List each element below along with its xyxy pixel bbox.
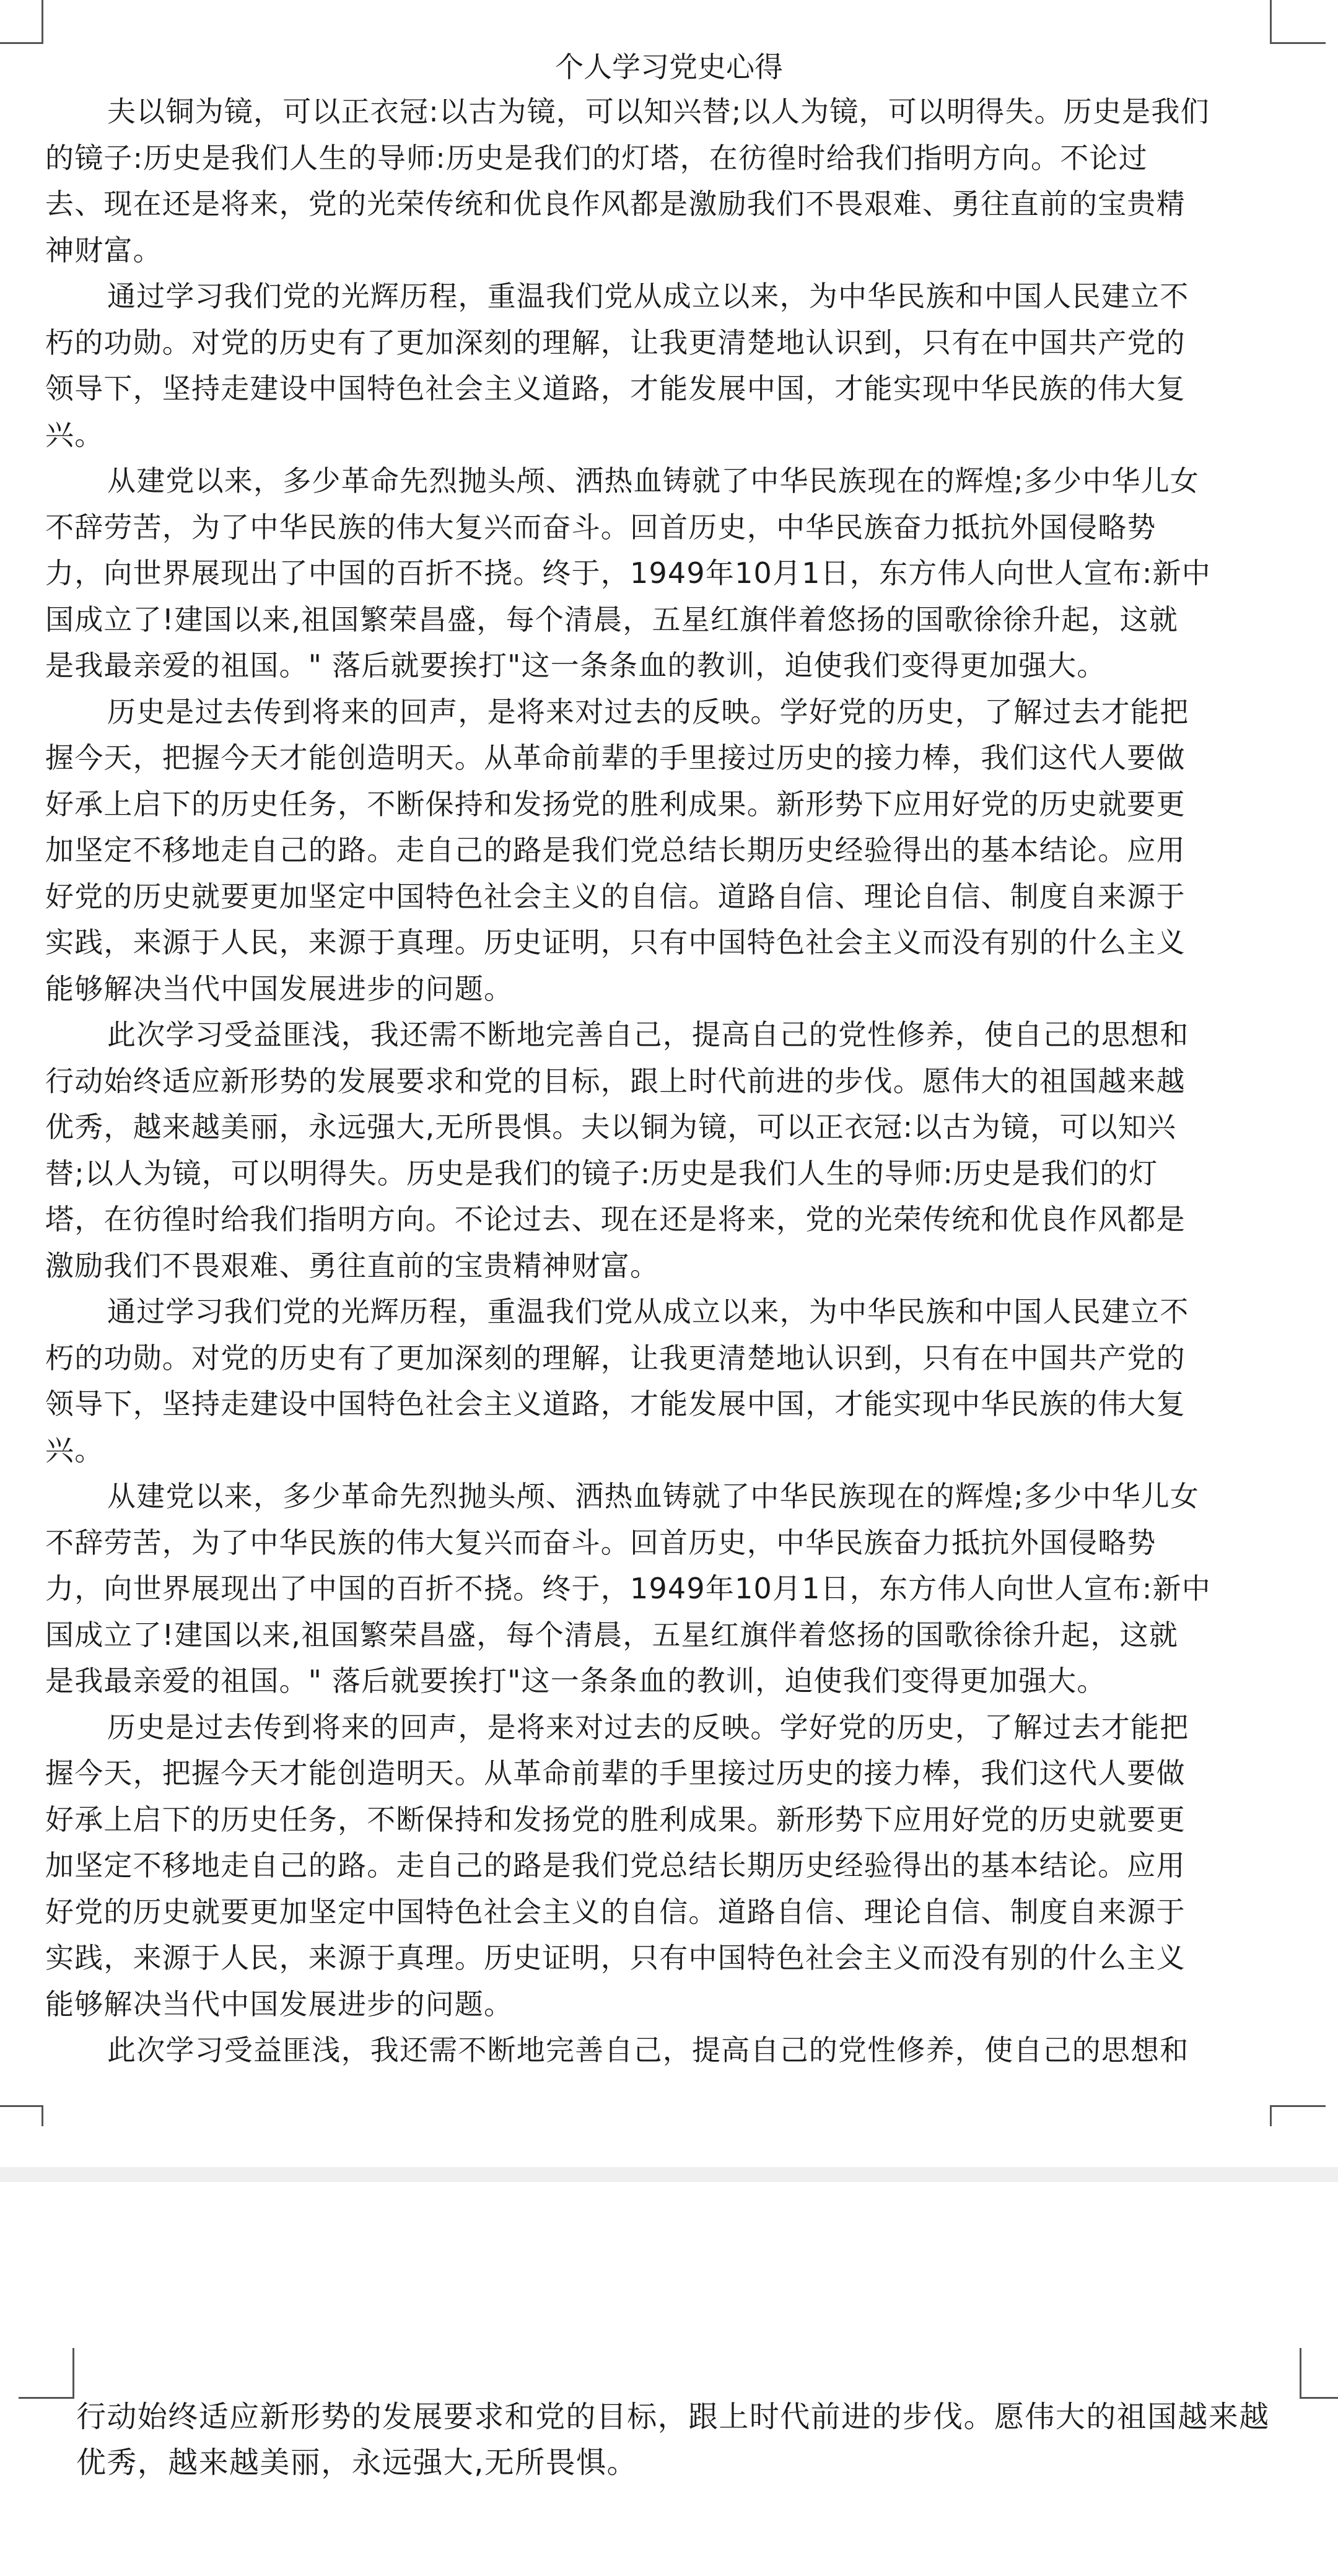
text-line: 历史是过去传到将来的回声，是将来对过去的反映。学好党的历史，了解过去才能把 — [107, 694, 1189, 729]
corner-mark-top-right-horizontal — [1270, 42, 1326, 44]
text-line: 兴。 — [45, 418, 104, 452]
text-line: 国成立了!建国以来,祖国繁荣昌盛，每个清晨，五星红旗伴着悠扬的国歌徐徐升起，这就 — [45, 602, 1179, 636]
corner-mark-bottom-right-vertical — [1270, 2105, 1272, 2126]
text-line: 好党的历史就要更加坚定中国特色社会主义的自信。道路自信、理论自信、制度自来源于 — [45, 1895, 1186, 1929]
text-line: 握今天，把握今天才能创造明天。从革命前辈的手里接过历史的接力棒，我们这代人要做 — [45, 1756, 1186, 1790]
text-line: 好党的历史就要更加坚定中国特色社会主义的自信。道路自信、理论自信、制度自来源于 — [45, 879, 1186, 913]
corner-mark-bottom-left-horizontal — [0, 2105, 43, 2107]
text-line: 是我最亲爱的祖国。" 落后就要挨打"这一条条血的教训，迫使我们变得更加强大。 — [45, 1664, 1106, 1698]
text-line: 不辞劳苦，为了中华民族的伟大复兴而奋斗。回首历史，中华民族奋力抵抗外国侵略势 — [45, 1525, 1157, 1559]
document-title: 个人学习党史心得 — [555, 50, 783, 84]
text-line: 国成立了!建国以来,祖国繁荣昌盛，每个清晨，五星红旗伴着悠扬的国歌徐徐升起，这就 — [45, 1618, 1179, 1652]
text-line: 朽的功勋。对党的历史有了更加深刻的理解，让我更清楚地认识到，只有在中国共产党的 — [45, 1341, 1186, 1375]
text-line: 优秀，越来越美丽，永远强大,无所畏惧。 — [76, 2445, 637, 2480]
text-line: 行动始终适应新形势的发展要求和党的目标，跟上时代前进的步伐。愿伟大的祖国越来越 — [76, 2399, 1270, 2434]
text-line: 激励我们不畏艰难、勇往直前的宝贵精神财富。 — [45, 1248, 660, 1282]
text-line: 能够解决当代中国发展进步的问题。 — [45, 1987, 514, 2021]
corner-mark-top-right-vertical — [1270, 0, 1272, 44]
text-line: 力，向世界展现出了中国的百折不挠。终于，1949年10月1日，东方伟人向世人宣布:新中 — [45, 556, 1211, 590]
corner-mark-top-left-vertical — [42, 0, 43, 44]
text-line: 实践，来源于人民，来源于真理。历史证明，只有中国特色社会主义而没有别的什么主义 — [45, 926, 1186, 959]
page-separator — [0, 2167, 1338, 2182]
text-line: 力，向世界展现出了中国的百折不挠。终于，1949年10月1日，东方伟人向世人宣布:新中 — [45, 1572, 1211, 1605]
text-line: 优秀，越来越美丽，永远强大,无所畏惧。夫以铜为镜，可以正衣冠:以古为镜，可以知兴 — [45, 1110, 1177, 1144]
corner-mark-top-left-vertical — [72, 2348, 74, 2399]
text-line: 行动始终适应新形势的发展要求和党的目标，跟上时代前进的步伐。愿伟大的祖国越来越 — [45, 1064, 1186, 1098]
text-line: 塔，在彷徨时给我们指明方向。不论过去、现在还是将来，党的光荣传统和优良作风都是 — [45, 1203, 1186, 1236]
corner-mark-top-right-vertical — [1300, 2348, 1301, 2399]
text-line: 替;以人为镜，可以明得失。历史是我们的镜子:历史是我们人生的导师:历史是我们的灯 — [45, 1156, 1158, 1190]
text-line: 朽的功勋。对党的历史有了更加深刻的理解，让我更清楚地认识到，只有在中国共产党的 — [45, 325, 1186, 359]
text-line: 此次学习受益匪浅，我还需不断地完善自己，提高自己的党性修养，使自己的思想和 — [107, 1018, 1189, 1051]
text-line: 是我最亲爱的祖国。" 落后就要挨打"这一条条血的教训，迫使我们变得更加强大。 — [45, 649, 1106, 682]
text-line: 此次学习受益匪浅，我还需不断地完善自己，提高自己的党性修养，使自己的思想和 — [107, 2033, 1189, 2067]
text-line: 夫以铜为镜，可以正衣冠:以古为镜，可以知兴替;以人为镜，可以明得失。历史是我们 — [107, 95, 1210, 128]
corner-mark-top-right-horizontal — [1300, 2397, 1338, 2399]
document-page-2 — [0, 2182, 1338, 2576]
text-line: 好承上启下的历史任务，不断保持和发扬党的胜利成果。新形势下应用好党的历史就要更 — [45, 1802, 1186, 1836]
text-line: 领导下，坚持走建设中国特色社会主义道路，才能发展中国，才能实现中华民族的伟大复 — [45, 372, 1186, 405]
text-line: 的镜子:历史是我们人生的导师:历史是我们的灯塔，在彷徨时给我们指明方向。不论过 — [45, 141, 1148, 175]
text-line: 从建党以来，多少革命先烈抛头颅、洒热血铸就了中华民族现在的辉煌;多少中华儿女 — [107, 1479, 1200, 1513]
text-line: 实践，来源于人民，来源于真理。历史证明，只有中国特色社会主义而没有别的什么主义 — [45, 1941, 1186, 1974]
text-line: 从建党以来，多少革命先烈抛头颅、洒热血铸就了中华民族现在的辉煌;多少中华儿女 — [107, 464, 1200, 497]
text-line: 加坚定不移地走自己的路。走自己的路是我们党总结长期历史经验得出的基本结论。应用 — [45, 1849, 1186, 1882]
text-line: 兴。 — [45, 1433, 104, 1467]
corner-mark-top-left-horizontal — [19, 2397, 74, 2399]
text-line: 不辞劳苦，为了中华民族的伟大复兴而奋斗。回首历史，中华民族奋力抵抗外国侵略势 — [45, 510, 1157, 544]
text-line: 领导下，坚持走建设中国特色社会主义道路，才能发展中国，才能实现中华民族的伟大复 — [45, 1387, 1186, 1421]
corner-mark-bottom-right-horizontal — [1270, 2105, 1326, 2107]
text-line: 能够解决当代中国发展进步的问题。 — [45, 971, 514, 1005]
corner-mark-top-left-horizontal — [0, 42, 43, 44]
text-line: 加坚定不移地走自己的路。走自己的路是我们党总结长期历史经验得出的基本结论。应用 — [45, 833, 1186, 867]
text-line: 握今天，把握今天才能创造明天。从革命前辈的手里接过历史的接力棒，我们这代人要做 — [45, 741, 1186, 774]
text-line: 通过学习我们党的光辉历程，重温我们党从成立以来，为中华民族和中国人民建立不 — [107, 279, 1189, 313]
text-line: 神财富。 — [45, 233, 162, 267]
text-line: 好承上启下的历史任务，不断保持和发扬党的胜利成果。新形势下应用好党的历史就要更 — [45, 787, 1186, 821]
corner-mark-bottom-left-vertical — [42, 2105, 43, 2126]
text-line: 通过学习我们党的光辉历程，重温我们党从成立以来，为中华民族和中国人民建立不 — [107, 1295, 1189, 1328]
text-line: 去、现在还是将来，党的光荣传统和优良作风都是激励我们不畏艰难、勇往直前的宝贵精 — [45, 187, 1186, 221]
text-line: 历史是过去传到将来的回声，是将来对过去的反映。学好党的历史，了解过去才能把 — [107, 1710, 1189, 1744]
